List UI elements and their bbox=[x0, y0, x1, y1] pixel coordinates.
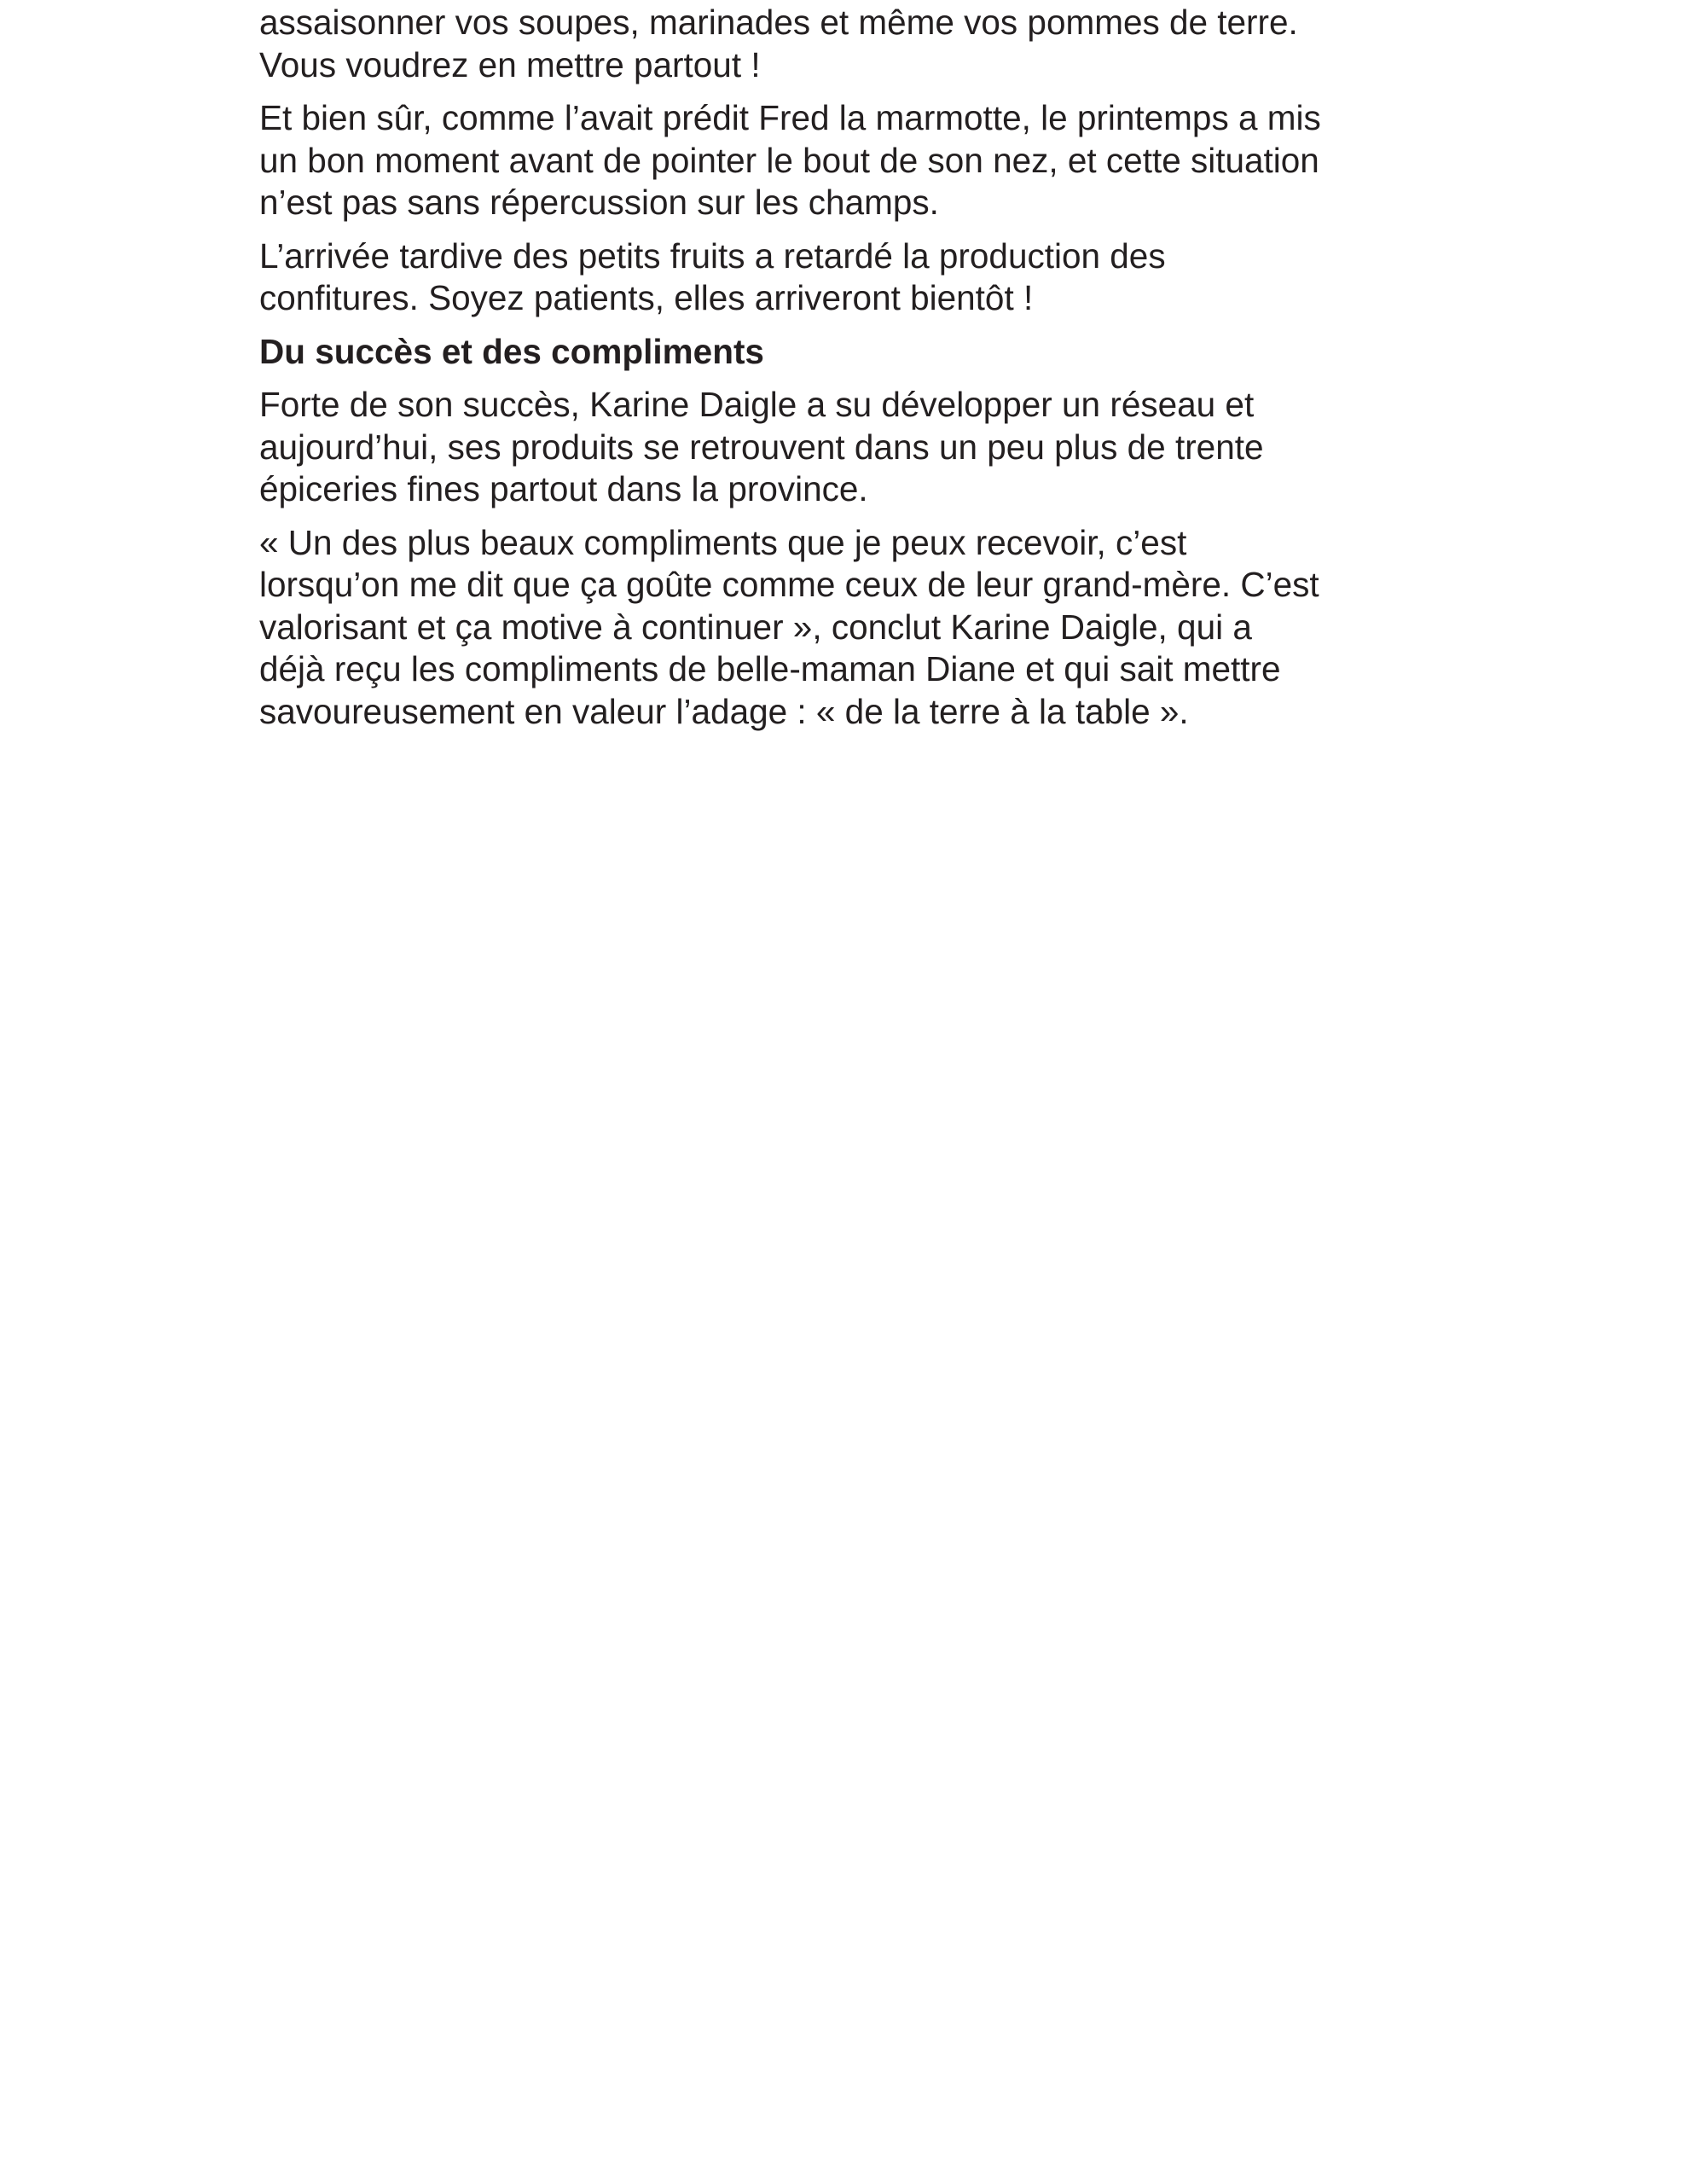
paragraph-line: L’arrivée tardive des petits fruits a retardé la production des bbox=[259, 235, 1166, 276]
paragraph-line: un bon moment avant de pointer le bout de son nez, et cette situation bbox=[259, 140, 1319, 180]
paragraph-line: n’est pas sans répercussion sur les champs. bbox=[259, 183, 939, 222]
paragraph-success bbox=[259, 384, 1419, 511]
paragraph-line: savoureusement en valeur l’adage : « de la terre à la table ». bbox=[259, 691, 1189, 731]
section-heading: Du succès et des compliments bbox=[259, 331, 764, 371]
paragraph-line: aujourd’hui, ses produits se retrouvent dans un peu plus de trente bbox=[259, 427, 1264, 467]
paragraph-line: confitures. Soyez patients, elles arriveront bientôt ! bbox=[259, 278, 1034, 317]
paragraph-line: lorsqu’on me dit que ça goûte comme ceux de leur grand-mère. C’est bbox=[259, 565, 1319, 604]
paragraph-late-fruits bbox=[259, 235, 1419, 320]
paragraph-line: déjà reçu les compliments de belle-maman Diane et qui sait mettre bbox=[259, 649, 1281, 688]
paragraph-line: Et bien sûr, comme l’avait prédit Fred la marmotte, le printemps a mis bbox=[259, 98, 1321, 137]
paragraph-line: « Un des plus beaux compliments que je peux recevoir, c’est bbox=[259, 522, 1187, 562]
paragraph-seasoning bbox=[259, 2, 1419, 86]
paragraph-line: épiceries fines partout dans la province. bbox=[259, 469, 868, 508]
paragraph-spring bbox=[259, 97, 1419, 224]
article-body bbox=[259, 0, 1419, 744]
paragraph-line: Forte de son succès, Karine Daigle a su développer un réseau et bbox=[259, 385, 1255, 424]
paragraph-quote bbox=[259, 522, 1419, 734]
paragraph-line: valorisant et ça motive à continuer », conclut Karine Daigle, qui a bbox=[259, 607, 1252, 647]
paragraph-line: Vous voudrez en mettre partout ! bbox=[259, 44, 761, 84]
paragraph-line: assaisonner vos soupes, marinades et même vos pommes de terre. bbox=[259, 3, 1298, 42]
